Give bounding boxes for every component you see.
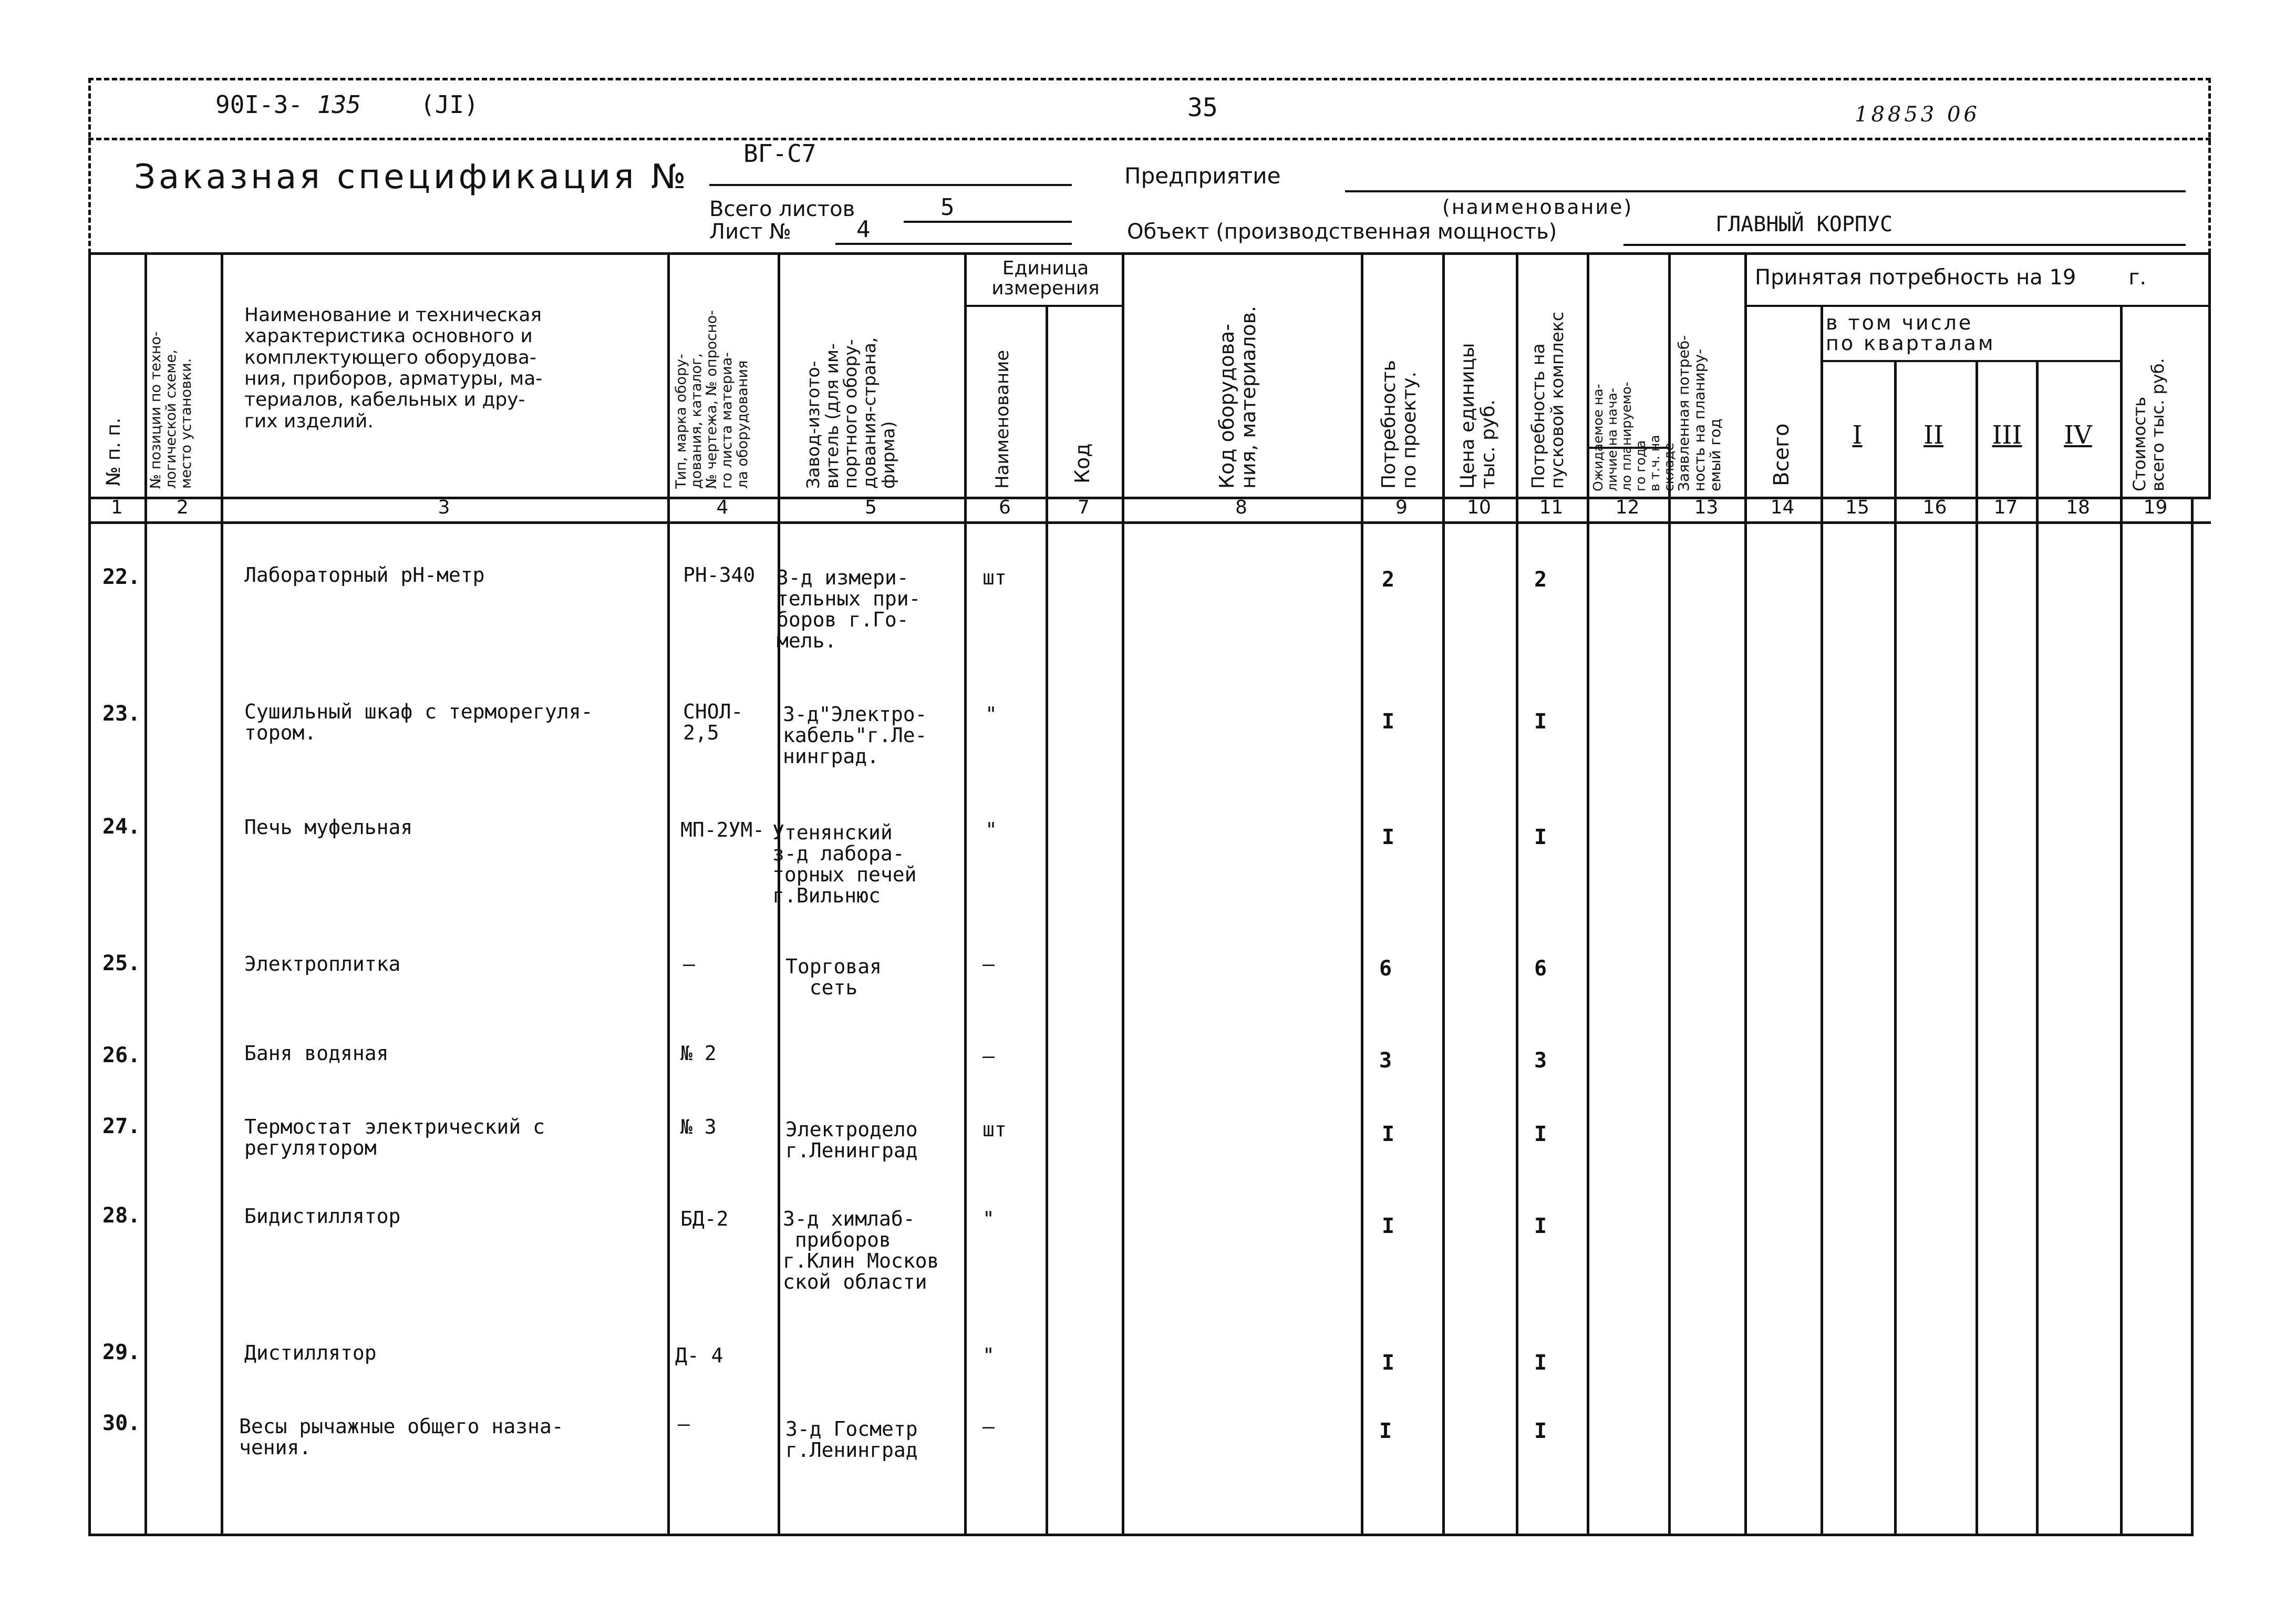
row-item-type: – bbox=[678, 1412, 690, 1435]
row-qty-project: 6 bbox=[1379, 957, 1392, 981]
header-c3: Наименование и техническая характеристика основного и комплектующего оборудова- ния, приборов, арматуры, ма- териалов, кабельных и дру- гих изделий. bbox=[244, 304, 543, 432]
sheet-underline bbox=[835, 243, 1072, 245]
total-sheets-label: Всего листов bbox=[709, 197, 855, 221]
header-q3: III bbox=[1992, 420, 2022, 450]
row-item-maker: З-д"Электро- кабель"г.Ле- нинград. bbox=[783, 703, 927, 768]
row-number: 30. bbox=[102, 1411, 141, 1435]
row-item-maker: З-д измери- тельных при- боров г.Го- мель. bbox=[777, 566, 921, 652]
header-c19: Стоимость всего тыс. руб. bbox=[2129, 358, 2168, 491]
row-item-unit: – bbox=[982, 1415, 995, 1438]
header-c9: Потребность по проекту. bbox=[1378, 360, 1420, 489]
header-c13: Заявленная потреб- ность на планиру- емый год bbox=[1675, 335, 1724, 491]
row-item-maker: Торговая сеть bbox=[785, 955, 882, 999]
col-line-0 bbox=[88, 252, 91, 1536]
row-qty-project: I bbox=[1382, 710, 1395, 734]
row-item-unit: " bbox=[985, 703, 997, 726]
column-number: 6 bbox=[999, 497, 1011, 518]
column-number: 18 bbox=[2066, 497, 2090, 518]
col-line-2 bbox=[221, 252, 223, 1536]
row-number: 23. bbox=[102, 702, 141, 726]
col-line-3 bbox=[667, 252, 670, 1536]
header-divider bbox=[88, 138, 2211, 140]
col-line-right bbox=[2208, 252, 2211, 499]
row-number: 28. bbox=[102, 1204, 141, 1228]
col-line-14 bbox=[1821, 305, 1823, 1536]
column-number: 10 bbox=[1467, 497, 1491, 518]
column-number: 1 bbox=[111, 497, 123, 518]
col-line-19 bbox=[2191, 497, 2194, 1536]
row-number: 25. bbox=[102, 951, 141, 975]
page-number: 35 bbox=[1187, 93, 1218, 122]
header-c4: Тип, марка обору- дования, каталог, № чертежа, № опросно- го листа материа- ла оборудования bbox=[673, 310, 751, 489]
header-accepted bbox=[1755, 265, 2146, 290]
row-qty-project: I bbox=[1379, 1419, 1392, 1443]
enterprise-underline bbox=[1345, 190, 2186, 192]
column-number: 14 bbox=[1770, 497, 1795, 518]
header-c1: № п. п. bbox=[103, 417, 125, 486]
column-number: 3 bbox=[438, 497, 450, 518]
spec-number-underline bbox=[709, 184, 1072, 186]
column-number: 9 bbox=[1395, 497, 1408, 518]
row-qty-project: I bbox=[1382, 1351, 1395, 1375]
row-item-name: Термостат электрический с регулятором bbox=[244, 1115, 545, 1159]
sheet-value: 4 bbox=[856, 216, 871, 243]
row-qty-project: I bbox=[1382, 1214, 1395, 1238]
header-c6: Наименование bbox=[992, 349, 1013, 489]
col-line-1 bbox=[144, 252, 147, 1536]
doc-mark: (JI) bbox=[420, 90, 479, 119]
doc-code bbox=[215, 92, 361, 117]
col-line-5 bbox=[964, 252, 967, 1536]
column-number: 17 bbox=[1993, 497, 2018, 518]
column-number: 11 bbox=[1539, 497, 1564, 518]
total-sheets-underline bbox=[904, 221, 1072, 223]
spec-number: ВГ-С7 bbox=[743, 139, 816, 168]
row-qty-start: 6 bbox=[1534, 957, 1547, 981]
header-c11: Потребность на пусковой комплекс bbox=[1528, 311, 1567, 489]
frame-left-dashed bbox=[88, 78, 91, 254]
row-item-unit: – bbox=[982, 952, 995, 975]
row-item-type: № 2 bbox=[680, 1042, 717, 1065]
row-item-unit: " bbox=[982, 1207, 995, 1230]
object-underline bbox=[1623, 244, 2186, 246]
column-number: 16 bbox=[1922, 497, 1947, 518]
header-c7: Код bbox=[1071, 443, 1094, 484]
frame-top bbox=[88, 78, 2211, 80]
row-number: 27. bbox=[102, 1114, 141, 1138]
header-accepted-year-suffix: г. bbox=[2128, 265, 2147, 290]
row-item-name: Электроплитка bbox=[244, 952, 401, 975]
header-c2: № позиции по техно- логической схеме, место установки. bbox=[148, 331, 195, 489]
row-item-name: Бидистиллятор bbox=[244, 1205, 401, 1228]
column-number: 8 bbox=[1235, 497, 1247, 518]
row-number: 22. bbox=[102, 565, 141, 589]
frame-right-dashed bbox=[2208, 78, 2211, 254]
header-q4: IV bbox=[2064, 420, 2092, 450]
row-item-unit: " bbox=[985, 818, 997, 841]
row-qty-start: I bbox=[1534, 1419, 1547, 1443]
row-qty-start: I bbox=[1534, 825, 1547, 849]
row-qty-project: 3 bbox=[1379, 1048, 1392, 1073]
column-number: 13 bbox=[1694, 497, 1719, 518]
row-qty-start: 3 bbox=[1534, 1048, 1547, 1073]
row-item-unit: шт bbox=[982, 1118, 1007, 1141]
header-c14: Всего bbox=[1770, 423, 1794, 486]
row-item-type: МП-2УМ- bbox=[680, 818, 765, 841]
unit-group-line bbox=[964, 305, 1122, 307]
row-item-type: БД-2 bbox=[680, 1207, 729, 1230]
col-line-18 bbox=[2120, 305, 2123, 1536]
header-c10: Цена единицы тыс. руб. bbox=[1457, 343, 1499, 489]
table-top-border bbox=[88, 252, 2211, 255]
column-number: 2 bbox=[177, 497, 189, 518]
column-number: 19 bbox=[2143, 497, 2168, 518]
row-qty-start: 2 bbox=[1534, 568, 1547, 592]
header-q1: I bbox=[1852, 420, 1863, 450]
row-item-name: Печь муфельная bbox=[244, 816, 413, 839]
row-item-maker: Электродело г.Ленинград bbox=[785, 1118, 918, 1162]
row-item-maker: З-д Госметр г.Ленинград bbox=[785, 1417, 918, 1462]
col-line-13 bbox=[1744, 252, 1747, 1536]
col-line-16 bbox=[1976, 360, 1978, 1536]
header-quarters: в том числе по кварталам bbox=[1826, 311, 1995, 355]
header-accepted-label: Принятая потребность на 19 bbox=[1755, 265, 2076, 290]
row-item-name: Лабораторный рН-метр bbox=[244, 563, 485, 587]
row-item-maker: Утенянский з-д лабора- торных печей г.Вильнюс bbox=[772, 821, 917, 907]
row-item-unit: " bbox=[982, 1344, 995, 1367]
col-line-7 bbox=[1122, 252, 1124, 1536]
object-label: Объект (производственная мощность) bbox=[1127, 220, 1557, 244]
row-item-name: Дистиллятор bbox=[244, 1341, 377, 1364]
row-item-type: № 3 bbox=[680, 1115, 717, 1138]
col-line-17 bbox=[2036, 360, 2039, 1536]
header-c8: Код оборудова- ния, материалов. bbox=[1215, 305, 1260, 489]
row-qty-project: 2 bbox=[1382, 568, 1395, 592]
row-qty-start: I bbox=[1534, 1214, 1547, 1238]
row-item-maker: З-д химлаб- приборов г.Клин Москов ской области bbox=[783, 1207, 939, 1293]
accepted-group-line bbox=[1744, 305, 2211, 307]
header-q2: II bbox=[1923, 420, 1943, 450]
header-c12: Ожидаемое на- личие на нача- ло планируемо- го года в т.ч. на складе bbox=[1590, 382, 1677, 491]
header-c5: Завод-изгото- витель (для им- портного обору- дования-страна, фирма) bbox=[803, 337, 898, 489]
doc-code-text: 90I-3- bbox=[215, 90, 317, 119]
object-value: ГЛАВНЫЙ КОРПУС bbox=[1715, 212, 1893, 237]
row-qty-start: I bbox=[1534, 710, 1547, 734]
sheet-label: Лист № bbox=[709, 220, 791, 244]
col-line-9 bbox=[1442, 252, 1445, 1536]
row-qty-project: I bbox=[1382, 825, 1395, 849]
col-line-15 bbox=[1894, 360, 1897, 1536]
naming-label: (наименование) bbox=[1442, 196, 1633, 219]
row-item-name: Сушильный шкаф с терморегуля- тором. bbox=[244, 700, 593, 744]
col-line-10 bbox=[1516, 252, 1518, 1536]
column-number: 15 bbox=[1845, 497, 1869, 518]
col-line-8 bbox=[1361, 252, 1363, 1536]
col-line-11 bbox=[1587, 252, 1589, 1536]
row-item-unit: – bbox=[982, 1044, 995, 1067]
header-unit-group: Единица измерения bbox=[991, 258, 1100, 299]
row-item-type: СНОЛ- 2,5 bbox=[683, 700, 743, 744]
spec-title: Заказная спецификация № bbox=[134, 158, 689, 197]
column-number: 12 bbox=[1615, 497, 1640, 518]
column-numbers-bottom bbox=[88, 521, 2211, 524]
row-qty-start: I bbox=[1534, 1351, 1547, 1375]
row-item-type: РН-340 bbox=[683, 563, 756, 587]
table-bottom-border bbox=[88, 1534, 2192, 1536]
row-number: 26. bbox=[102, 1043, 141, 1067]
row-item-name: Весы рычажные общего назна- чения. bbox=[239, 1415, 564, 1459]
row-qty-start: I bbox=[1534, 1122, 1547, 1146]
row-qty-project: I bbox=[1382, 1122, 1395, 1146]
row-number: 29. bbox=[102, 1340, 141, 1364]
archive-number: 18853 06 bbox=[1855, 102, 1980, 127]
doc-code-handwritten: 135 bbox=[317, 90, 361, 119]
quarters-group-line bbox=[1821, 360, 2123, 362]
col-line-6 bbox=[1046, 305, 1048, 1536]
column-number: 4 bbox=[716, 497, 729, 518]
column-number: 7 bbox=[1078, 497, 1090, 518]
row-item-type: Д- 4 bbox=[675, 1344, 723, 1367]
row-item-type: – bbox=[683, 952, 695, 975]
row-number: 24. bbox=[102, 815, 141, 839]
total-sheets-value: 5 bbox=[940, 194, 955, 221]
row-item-name: Баня водяная bbox=[244, 1042, 389, 1065]
enterprise-label: Предприятие bbox=[1124, 163, 1281, 189]
row-item-unit: шт bbox=[982, 566, 1007, 589]
column-number: 5 bbox=[865, 497, 877, 518]
